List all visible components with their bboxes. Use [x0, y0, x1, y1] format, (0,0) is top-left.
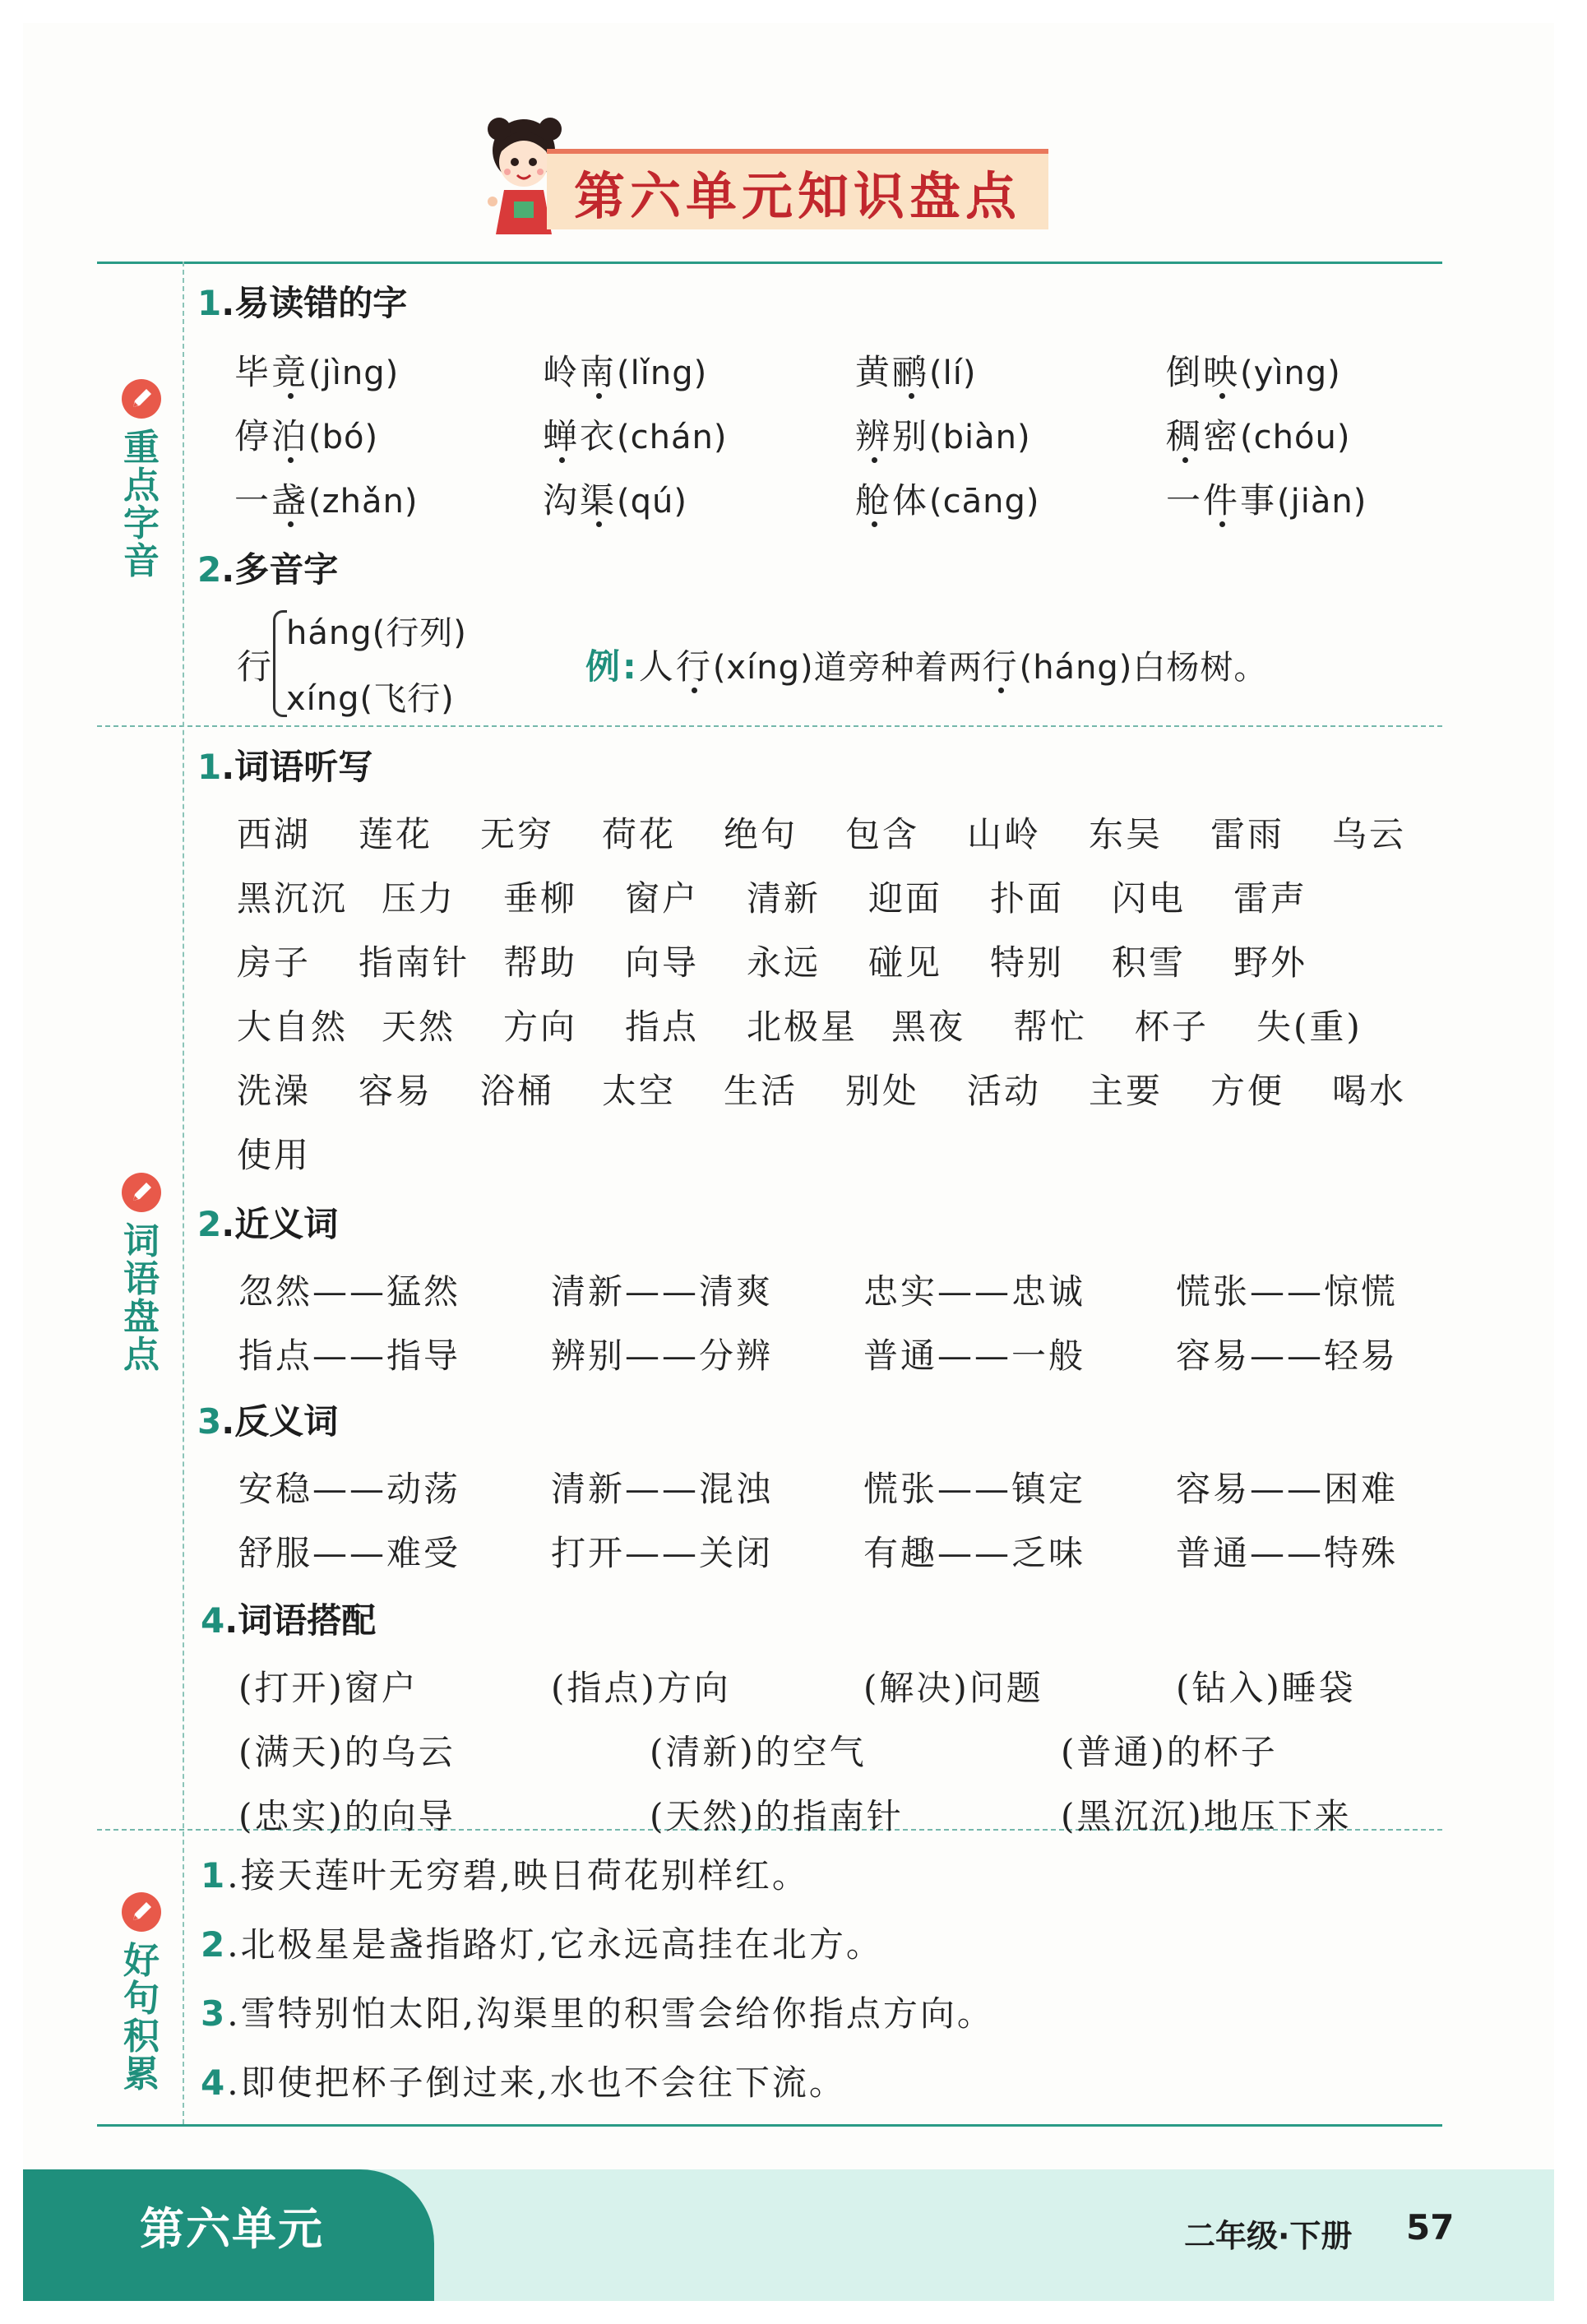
pinyin-open: (	[308, 354, 322, 392]
char-pre: 毕	[234, 352, 272, 392]
dictation-word: 无穷	[480, 814, 555, 854]
heading-dictation: 1.词语听写	[197, 747, 373, 787]
char-dotted: 件	[1203, 480, 1241, 521]
dictation-word: 向导	[625, 942, 700, 983]
char-pre: 岭	[543, 352, 581, 392]
char-dotted: 蝉	[543, 416, 581, 456]
synonyms-pair: 忽然——猛然	[238, 1271, 461, 1312]
collocation-item: (忠实)的向导	[238, 1796, 456, 1836]
pinyin	[617, 354, 707, 392]
pinyin-close: )	[962, 354, 977, 392]
pinyin-close: )	[693, 354, 708, 392]
pinyin-text: chán	[630, 419, 714, 456]
pencil-icon	[121, 378, 162, 419]
polyphonic-char: 行	[237, 646, 275, 687]
pinyin-open: (	[929, 483, 943, 521]
heading-synonyms: 2.近义词	[197, 1204, 339, 1244]
dictation-word: 莲花	[359, 814, 433, 854]
antonyms-pair: 安稳——动荡	[238, 1469, 461, 1509]
char-post: 事	[1240, 480, 1278, 521]
page-title: 第六单元知识盘点	[547, 149, 1048, 229]
synonyms-pair: 容易——轻易	[1176, 1336, 1399, 1376]
char-dotted: 盏	[271, 480, 309, 521]
dictation-word: 雷雨	[1210, 814, 1285, 854]
pinyin-close: )	[1017, 419, 1031, 456]
dictation-word: 天然	[382, 1007, 456, 1047]
pinyin-close: )	[673, 483, 687, 521]
misread-char-item	[234, 410, 378, 459]
sentence-number: 4	[201, 2062, 228, 2103]
collocation-item: (钻入)睡袋	[1176, 1668, 1356, 1708]
misread-char-item	[234, 474, 418, 523]
char-post: 体	[892, 480, 930, 521]
footer-unit-label: 第六单元	[140, 2203, 324, 2255]
pinyin-close: )	[1353, 483, 1367, 521]
top-divider	[97, 262, 1442, 264]
pinyin	[308, 419, 378, 456]
dictation-word: 永远	[747, 942, 821, 983]
dictation-word: 使用	[237, 1135, 312, 1175]
good-sentence	[201, 1987, 994, 2036]
pinyin-text: lǐng	[630, 354, 694, 392]
pinyin-close: )	[1336, 419, 1351, 456]
antonyms-pair: 打开——关闭	[551, 1533, 774, 1573]
dictation-word: 窗户	[625, 878, 700, 919]
antonyms-pair: 容易——困难	[1176, 1469, 1399, 1509]
good-sentence	[201, 2056, 846, 2105]
char-pre: 一	[234, 480, 272, 521]
dictation-word: 方向	[503, 1007, 578, 1047]
dictation-word: 杯子	[1135, 1007, 1210, 1047]
pinyin	[929, 483, 1039, 521]
collocation-item: (指点)方向	[551, 1668, 731, 1708]
pinyin-text: jìng	[322, 354, 386, 392]
pinyin	[929, 354, 976, 392]
synonyms-pair: 普通——一般	[863, 1336, 1086, 1376]
dictation-word: 失(重)	[1256, 1007, 1363, 1047]
sentence-text: .雪特别怕太阳,沟渠里的积雪会给你指点方向。	[227, 1993, 994, 2034]
misread-char-item	[1166, 474, 1367, 523]
char-pre: 停	[234, 416, 272, 456]
misread-char-item	[234, 345, 399, 395]
antonyms-pair: 有趣——乏味	[863, 1533, 1086, 1573]
dictation-word: 帮助	[503, 942, 578, 983]
dictation-word: 雷声	[1233, 878, 1308, 919]
footer-grade-label: 二年级·下册	[1184, 2218, 1353, 2254]
good-sentence	[201, 1918, 883, 1967]
dictation-word: 扑面	[990, 878, 1065, 919]
pinyin	[617, 419, 727, 456]
dictation-word: 生活	[724, 1071, 798, 1111]
collocation-item: (满天)的乌云	[238, 1732, 456, 1772]
sentence-text: .即使把杯子倒过来,水也不会往下流。	[227, 2062, 846, 2103]
pinyin-text: biàn	[942, 419, 1018, 456]
collocation-item: (天然)的指南针	[650, 1796, 904, 1836]
pinyin-open: (	[617, 419, 631, 456]
page-number: 57	[1406, 2207, 1455, 2248]
pinyin	[308, 354, 399, 392]
pinyin-text: cāng	[942, 483, 1026, 521]
pinyin-text: zhǎn	[322, 483, 405, 521]
dictation-word: 清新	[747, 878, 821, 919]
pinyin	[929, 419, 1031, 456]
dictation-word: 主要	[1089, 1071, 1164, 1111]
char-dotted: 南	[580, 352, 618, 392]
pencil-icon	[121, 1172, 162, 1213]
pinyin-open: (	[308, 483, 322, 521]
char-pre: 一	[1166, 480, 1204, 521]
polyphonic-example: 例:人行(xíng)道旁种着两行(háng)白杨树。	[585, 646, 1268, 687]
dictation-word: 方便	[1210, 1071, 1285, 1111]
misread-char-item	[1166, 410, 1350, 459]
pinyin-text: bó	[322, 419, 365, 456]
pinyin-close: )	[364, 419, 379, 456]
dictation-word: 垂柳	[503, 878, 578, 919]
pinyin	[308, 483, 418, 521]
pinyin-close: )	[713, 419, 728, 456]
char-pre: 倒	[1166, 352, 1204, 392]
dictation-word: 野外	[1233, 942, 1308, 983]
polyphonic-reading-2: xíng(飞行)	[286, 680, 455, 718]
dictation-word: 压力	[382, 878, 456, 919]
collocation-item: (黑沉沉)地压下来	[1061, 1796, 1352, 1836]
misread-char-item	[543, 345, 707, 395]
dictation-word: 积雪	[1112, 942, 1187, 983]
misread-char-item	[543, 474, 687, 523]
pinyin-close: )	[404, 483, 419, 521]
dictation-word: 黑夜	[891, 1007, 966, 1047]
misread-char-item	[855, 345, 976, 395]
pinyin-open: (	[929, 354, 943, 392]
dictation-word: 指南针	[359, 942, 470, 983]
pinyin	[1240, 354, 1341, 392]
dictation-word: 太空	[602, 1071, 677, 1111]
bottom-divider	[97, 2124, 1442, 2127]
char-dotted: 舱	[855, 480, 893, 521]
antonyms-pair: 慌张——镇定	[863, 1469, 1086, 1509]
dictation-word: 容易	[359, 1071, 433, 1111]
dictation-word: 山岭	[967, 814, 1042, 854]
dictation-word: 包含	[845, 814, 920, 854]
pinyin-open: (	[617, 354, 631, 392]
pinyin	[1240, 419, 1350, 456]
dictation-word: 喝水	[1332, 1071, 1407, 1111]
dictation-word: 碰见	[868, 942, 943, 983]
heading-collocations: 4.词语搭配	[201, 1600, 377, 1641]
pinyin-text: jiàn	[1290, 483, 1353, 521]
sentence-text: .接天莲叶无穷碧,映日荷花别样红。	[227, 1855, 809, 1896]
dictation-word: 荷花	[602, 814, 677, 854]
collocation-item: (清新)的空气	[650, 1732, 867, 1772]
misread-char-item	[1166, 345, 1341, 395]
dictation-word: 活动	[967, 1071, 1042, 1111]
dictation-word: 北极星	[747, 1007, 858, 1047]
pinyin-open: (	[617, 483, 631, 521]
char-dotted: 映	[1203, 352, 1241, 392]
pinyin-close: )	[385, 354, 400, 392]
pinyin-open: (	[1240, 354, 1254, 392]
collocation-item: (解决)问题	[863, 1668, 1043, 1708]
side-label-sec2: 词语盘点	[113, 1172, 170, 1374]
dictation-word: 洗澡	[237, 1071, 312, 1111]
synonyms-pair: 慌张——惊慌	[1176, 1271, 1399, 1312]
pinyin-open: (	[1277, 483, 1291, 521]
collocation-item: (普通)的杯子	[1061, 1732, 1278, 1772]
char-post: 别	[892, 416, 930, 456]
char-dotted: 泊	[271, 416, 309, 456]
dictation-word: 绝句	[724, 814, 798, 854]
pinyin-open: (	[1240, 419, 1254, 456]
sentence-number: 1	[201, 1855, 228, 1896]
synonyms-pair: 指点——指导	[238, 1336, 461, 1376]
misread-char-item	[855, 474, 1040, 523]
pinyin-open: (	[308, 419, 322, 456]
char-dotted: 辨	[855, 416, 893, 456]
synonyms-pair: 辨别——分辨	[551, 1336, 774, 1376]
brace	[273, 610, 287, 717]
antonyms-pair: 清新——混浊	[551, 1469, 774, 1509]
sentence-text: .北极星是盏指路灯,它永远高挂在北方。	[227, 1924, 883, 1965]
dictation-word: 东吴	[1089, 814, 1164, 854]
dictation-word: 大自然	[237, 1007, 349, 1047]
dictation-word: 乌云	[1332, 814, 1407, 854]
pinyin-close: )	[1327, 354, 1341, 392]
pinyin-close: )	[1025, 483, 1040, 521]
misread-char-item	[543, 410, 727, 459]
dictation-word: 浴桶	[480, 1071, 555, 1111]
pinyin-text: lí	[942, 354, 963, 392]
pinyin-text: qú	[630, 483, 674, 521]
char-dotted: 竟	[271, 352, 309, 392]
polyphonic-reading-1: háng(行列)	[286, 614, 467, 652]
misread-char-item	[855, 410, 1031, 459]
char-dotted: 渠	[580, 480, 618, 521]
label-column-divider	[183, 262, 184, 2124]
side-label-sec1: 重点字音	[113, 378, 170, 581]
section-divider-1	[97, 725, 1442, 727]
char-post: 衣	[580, 416, 618, 456]
synonyms-pair: 忠实——忠诚	[863, 1271, 1086, 1312]
good-sentence	[201, 1849, 809, 1898]
antonyms-pair: 普通——特殊	[1176, 1533, 1399, 1573]
sentence-number: 3	[201, 1993, 228, 2034]
heading-antonyms: 3.反义词	[197, 1401, 339, 1442]
dictation-word: 特别	[990, 942, 1065, 983]
dictation-word: 别处	[845, 1071, 920, 1111]
pinyin-open: (	[929, 419, 943, 456]
pinyin-text: yìng	[1253, 354, 1328, 392]
char-pre: 黄	[855, 352, 893, 392]
sentence-number: 2	[201, 1924, 228, 1965]
pinyin	[617, 483, 687, 521]
synonyms-pair: 清新——清爽	[551, 1271, 774, 1312]
dictation-word: 指点	[625, 1007, 700, 1047]
pencil-icon	[121, 1891, 162, 1933]
dictation-word: 迎面	[868, 878, 943, 919]
pinyin-text: chóu	[1253, 419, 1337, 456]
collocation-item: (打开)窗户	[238, 1668, 419, 1708]
heading-easy-misread: 1.易读错的字	[197, 283, 408, 323]
antonyms-pair: 舒服——难受	[238, 1533, 461, 1573]
side-label-sec3: 好句积累	[113, 1891, 170, 2094]
dictation-word: 帮忙	[1013, 1007, 1088, 1047]
dictation-word: 闪电	[1112, 878, 1187, 919]
char-post: 密	[1203, 416, 1241, 456]
char-dotted: 鹂	[892, 352, 930, 392]
heading-polyphonic: 2.多音字	[197, 549, 339, 590]
dictation-word: 西湖	[237, 814, 312, 854]
dictation-word: 黑沉沉	[237, 878, 349, 919]
pinyin	[1277, 483, 1367, 521]
page-title-banner	[481, 111, 1057, 238]
char-pre: 沟	[543, 480, 581, 521]
char-dotted: 稠	[1166, 416, 1204, 456]
dictation-word: 房子	[237, 942, 312, 983]
